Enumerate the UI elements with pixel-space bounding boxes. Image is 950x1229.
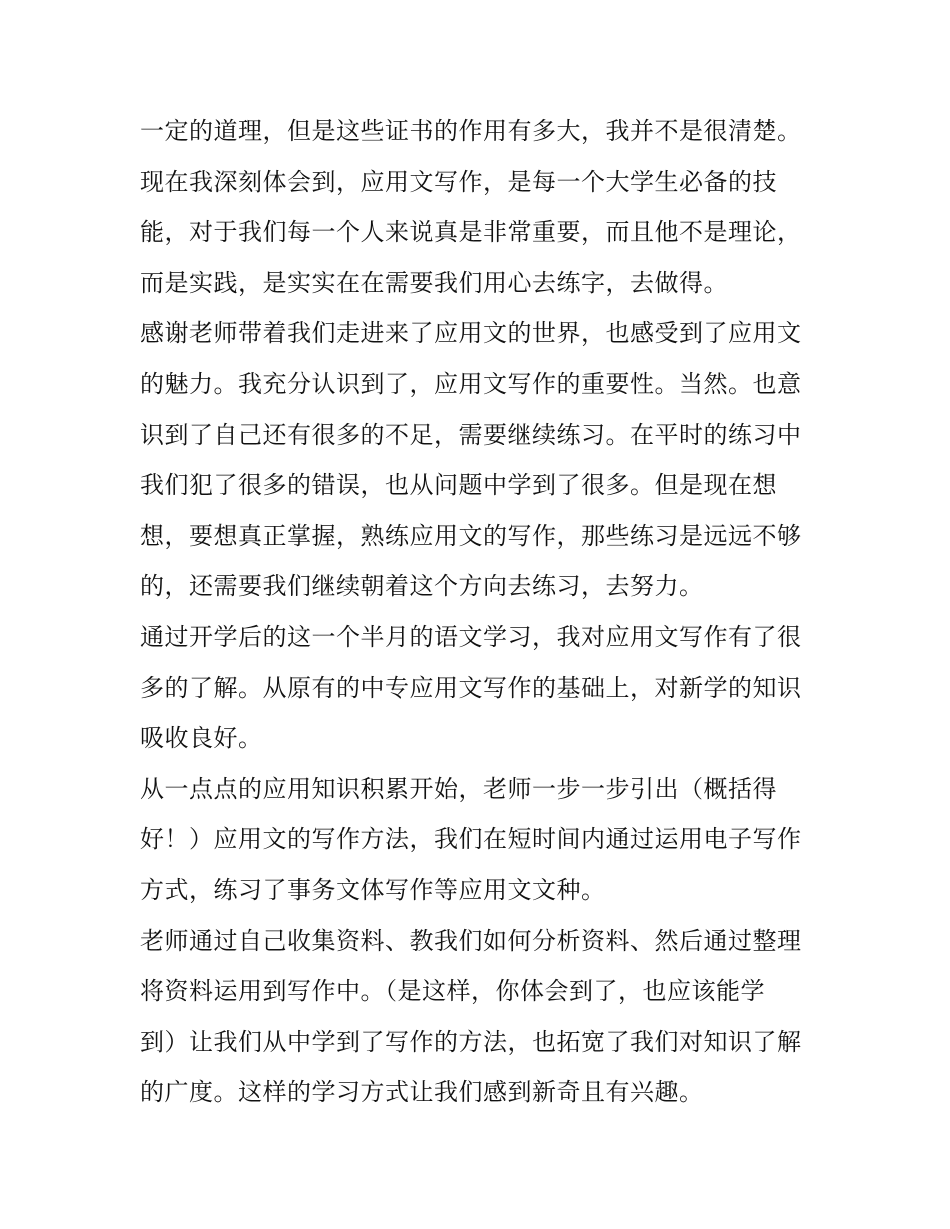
text-line: 的广度。这样的学习方式让我们感到新奇且有兴趣。: [140, 1078, 704, 1107]
body-text: [140, 106, 820, 1118]
text-line: 一定的道理，但是这些证书的作用有多大，我并不是很清楚。: [140, 117, 802, 145]
text-line: 将资料运用到写作中。（是这样，你体会到了，也应该能学: [140, 977, 765, 1006]
text-line: 能，对于我们每一个人来说真是非常重要，而且他不是理论，: [140, 218, 802, 247]
text-line: 现在我深刻体会到，应用文写作，是每一个大学生必备的技: [140, 167, 777, 196]
text-line: 感谢老师带着我们走进来了应用文的世界，也感受到了应用文: [140, 319, 802, 348]
text-line: 通过开学后的这一个半月的语文学习，我对应用文写作有了很: [140, 622, 802, 651]
text-line: 的，还需要我们继续朝着这个方向去练习，去努力。: [140, 572, 704, 601]
text-line: 多的了解。从原有的中专应用文写作的基础上，对新学的知识: [140, 673, 802, 702]
text-line: 我们犯了很多的错误，也从问题中学到了很多。但是现在想: [140, 471, 777, 500]
text-line: 吸收良好。: [140, 724, 263, 753]
text-line: 方式，练习了事务文体写作等应用文文种。: [140, 875, 606, 904]
text-line: 到）让我们从中学到了写作的方法，也拓宽了我们对知识了解: [140, 1027, 802, 1056]
text-line: 好！）应用文的写作方法，我们在短时间内通过运用电子写作: [140, 825, 802, 854]
text-line: 的魅力。我充分认识到了，应用文写作的重要性。当然。也意: [140, 369, 802, 398]
text-line: 老师通过自己收集资料、教我们如何分析资料、然后通过整理: [140, 926, 802, 955]
text-line: 而是实践，是实实在在需要我们用心去练字，去做得。: [140, 268, 728, 297]
text-line: 从一点点的应用知识积累开始，老师一步一步引出（概括得: [140, 774, 777, 803]
text-line: 识到了自己还有很多的不足，需要继续练习。在平时的练习中: [140, 420, 802, 449]
text-line: 想，要想真正掌握，熟练应用文的写作，那些练习是远远不够: [140, 521, 802, 550]
